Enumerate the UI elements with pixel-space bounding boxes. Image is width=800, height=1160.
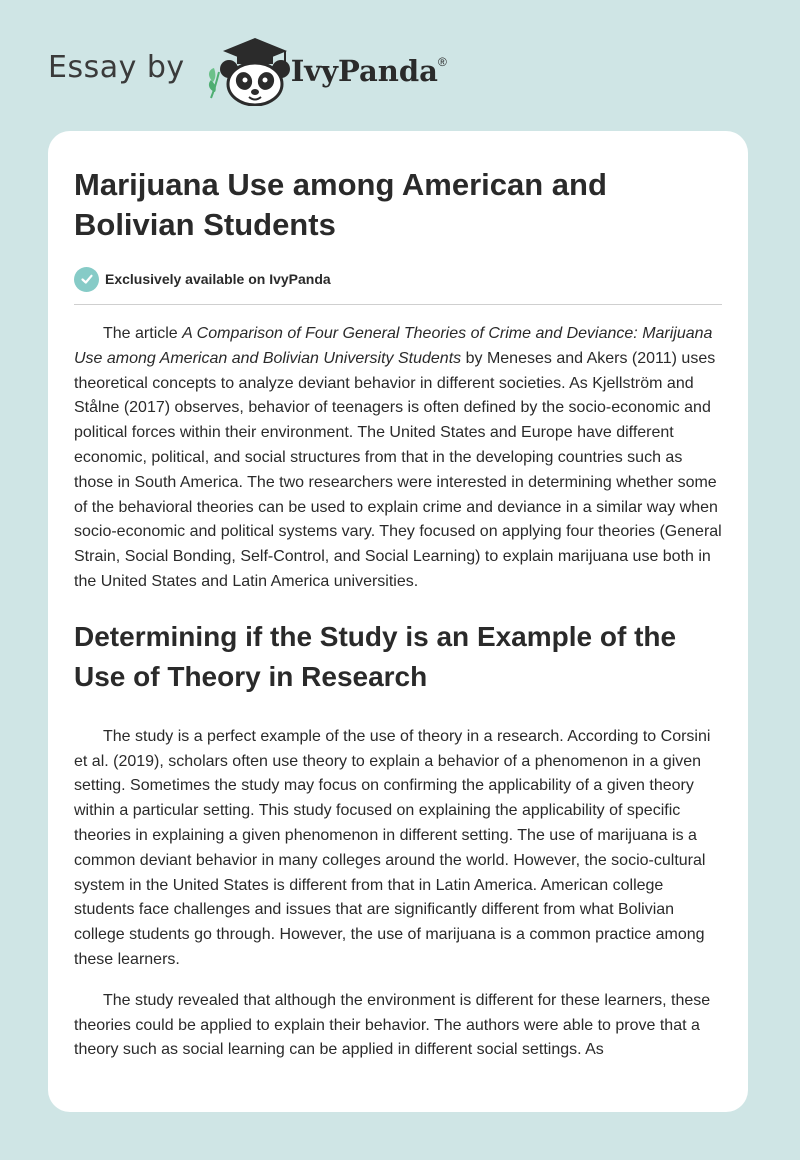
paragraph-intro: The article A Comparison of Four General Theories of Crime and Deviance: Marijuana Use among American and Bolivian University Students by Meneses and Akers (2011) uses theoretical concepts to analyze deviant behavior in different societies. As Kjellström and Stålne (2017) observes, behavior of teenagers is often defined by the socio-economic and political forces within their environment. The United States and Europe have different economic, political, and social structures from that in the developing countries such as those in South America. The two researchers were interested in determining whether some of the behavioral theories can be used to explain crime and deviance in a similar way when socio-economic and political systems vary. They focused on applying four theories (General Strain, Social Bonding, Self-Control, and Social Learning) to explain marijuana use both in the United States and Latin America universities.: [74, 325, 722, 590]
exclusive-label: Exclusively available on IvyPanda: [105, 271, 331, 287]
checkmark-icon: [74, 267, 99, 292]
paragraph-findings: The study revealed that although the environment is different for these learners, these theories could be applied to explain their behavior. The authors were able to prove that a theory such as social learning can be applied in different social settings. As: [74, 991, 711, 1059]
essay-title: Marijuana Use among American and Bolivian Students: [74, 167, 607, 242]
paragraph-theory: The study is a perfect example of the use of theory in a research. According to Corsini et al. (2019), scholars often use theory to explain a behavior of a phenomenon in a given setting. Sometimes the study may focus on confirming the applicability of a given theory within a particular setting. This study focused on explaining the applicability of specific theories in explaining a given phenomenon in different setting. The use of marijuana is a common deviant behavior in many colleges around the world. However, the socio-cultural system in the United States is different from that in Latin America. American college students face challenges and issues that are significantly different from what Bolivian college students go through. However, the use of marijuana is a common practice among these learners.: [74, 727, 711, 968]
exclusive-badge: [74, 266, 722, 292]
article-title-italic: A Comparison of Four General Theories of Crime and Deviance: Marijuana Use among American and Bolivian University Students: [74, 325, 713, 367]
site-header: [48, 36, 447, 106]
essay-by-label: Essay by: [48, 49, 185, 85]
brand-name[interactable]: IvyPanda®: [290, 54, 447, 88]
panda-logo-icon[interactable]: [199, 36, 291, 106]
registered-mark: ®: [437, 55, 447, 70]
section-heading: Determining if the Study is an Example of the Use of Theory in Research: [74, 620, 677, 692]
essay-card: [48, 131, 748, 1112]
divider: [74, 304, 722, 305]
